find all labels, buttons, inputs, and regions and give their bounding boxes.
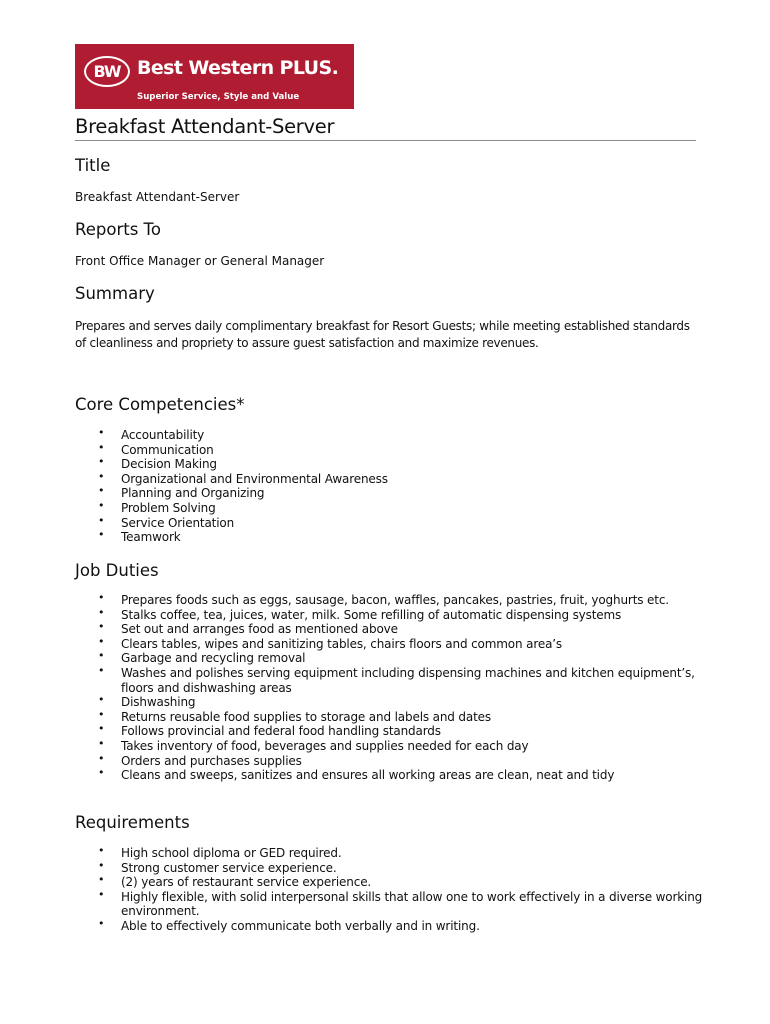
bullet-icon: • <box>98 469 105 483</box>
bullet-icon: • <box>98 887 105 901</box>
list-item <box>75 440 705 458</box>
bullet-icon: • <box>98 455 105 469</box>
bullet-icon: • <box>98 605 105 619</box>
list-item <box>75 858 705 876</box>
list-item <box>75 751 705 769</box>
list-item <box>75 663 705 695</box>
bw-emblem-icon: BW <box>84 56 130 87</box>
summary-heading: Summary <box>75 284 155 303</box>
bullet-icon: • <box>98 440 105 454</box>
list-item <box>75 695 705 710</box>
list-item <box>75 887 705 919</box>
best-western-plus-logo <box>75 44 354 109</box>
document-title: Breakfast Attendant-Server <box>75 115 335 138</box>
logo-brand-name: Best Western PLUS. <box>137 57 339 79</box>
bullet-icon: • <box>98 766 105 780</box>
list-item <box>75 651 705 666</box>
bullet-icon: • <box>98 707 105 721</box>
list-item-text: Able to effectively communicate both verbally and in writing. <box>121 918 480 933</box>
job-duties-list <box>75 593 705 783</box>
bullet-icon: • <box>98 873 105 887</box>
list-item <box>75 513 705 531</box>
list-item <box>75 622 705 637</box>
bullet-icon: • <box>98 663 105 677</box>
core-competencies-list <box>75 428 705 545</box>
list-item <box>75 768 705 783</box>
list-item <box>75 498 705 516</box>
list-item-text: Service Orientation <box>121 515 235 530</box>
list-item-text: Stalks coffee, tea, juices, water, milk. Some refilling of automatic dispensing systems <box>121 607 622 622</box>
list-item <box>75 846 705 861</box>
bullet-icon: • <box>98 736 105 750</box>
list-item <box>75 428 705 443</box>
list-item-text: Communication <box>121 442 214 457</box>
logo-tagline: Superior Service, Style and Value <box>137 92 300 102</box>
list-item <box>75 724 705 739</box>
bullet-icon: • <box>98 751 105 765</box>
bullet-icon: • <box>98 858 105 872</box>
bullet-icon: • <box>98 620 105 634</box>
list-item-text: Highly flexible, with solid interpersonal skills that allow one to work effectively in a diverse working environment. <box>121 889 703 919</box>
bullet-icon: • <box>98 484 105 498</box>
bullet-icon: • <box>98 844 105 857</box>
bullet-icon: • <box>98 591 105 604</box>
list-item <box>75 605 705 623</box>
bullet-icon: • <box>98 634 105 648</box>
list-item <box>75 875 705 890</box>
list-item-text: Organizational and Environmental Awareness <box>121 471 388 486</box>
list-item-text: High school diploma or GED required. <box>121 846 342 860</box>
bullet-icon: • <box>98 916 105 930</box>
list-item-text: Planning and Organizing <box>121 486 265 501</box>
core-competencies-heading: Core Competencies* <box>75 395 245 414</box>
list-item <box>75 634 705 652</box>
title-heading: Title <box>75 156 111 175</box>
list-item <box>75 486 705 501</box>
title-divider <box>75 140 696 141</box>
list-item-text: Follows provincial and federal food handling standards <box>121 724 441 739</box>
bullet-icon: • <box>98 722 105 736</box>
list-item-text: Garbage and recycling removal <box>121 651 306 666</box>
list-item-text: Prepares foods such as eggs, sausage, bacon, waffles, pancakes, pastries, fruit, yoghurts etc. <box>121 593 669 607</box>
list-item <box>75 736 705 754</box>
bullet-icon: • <box>98 528 105 542</box>
list-item <box>75 530 705 545</box>
list-item-text: Accountability <box>121 428 205 442</box>
list-item-text: Strong customer service experience. <box>121 860 337 875</box>
list-item-text: (2) years of restaurant service experience. <box>121 875 372 890</box>
list-item-text: Cleans and sweeps, sanitizes and ensures all working areas are clean, neat and tidy <box>121 768 615 783</box>
list-item <box>75 593 705 608</box>
list-item-text: Orders and purchases supplies <box>121 753 302 768</box>
list-item-text: Clears tables, wipes and sanitizing tables, chairs floors and common area’s <box>121 636 563 651</box>
list-item-text: Washes and polishes serving equipment including dispensing machines and kitchen equipment’s, floors and dishwashing areas <box>121 665 695 695</box>
requirements-list <box>75 846 705 934</box>
list-item <box>75 469 705 487</box>
bullet-icon: • <box>98 513 105 527</box>
list-item-text: Set out and arranges food as mentioned above <box>121 622 398 637</box>
list-item-text: Teamwork <box>121 530 181 545</box>
list-item-text: Dishwashing <box>121 695 196 710</box>
list-item-text: Returns reusable food supplies to storage and labels and dates <box>121 709 491 724</box>
list-item <box>75 916 705 934</box>
list-item-text: Problem Solving <box>121 500 216 515</box>
summary-text: Prepares and serves daily complimentary breakfast for Resort Guests; while meeting established standards of cleanliness and propriety to assure guest satisfaction and maximize revenues. <box>75 319 690 350</box>
list-item-text: Decision Making <box>121 457 217 472</box>
reports-to-heading: Reports To <box>75 220 161 239</box>
job-duties-heading: Job Duties <box>75 561 159 580</box>
title-text: Breakfast Attendant-Server <box>75 190 240 204</box>
bullet-icon: • <box>98 693 105 707</box>
reports-to-text: Front Office Manager or General Manager <box>75 254 325 268</box>
list-item <box>75 457 705 472</box>
list-item <box>75 707 705 725</box>
list-item-text: Takes inventory of food, beverages and supplies needed for each day <box>121 738 529 753</box>
bullet-icon: • <box>98 498 105 512</box>
bullet-icon: • <box>98 426 105 439</box>
bullet-icon: • <box>98 649 105 663</box>
requirements-heading: Requirements <box>75 813 190 832</box>
